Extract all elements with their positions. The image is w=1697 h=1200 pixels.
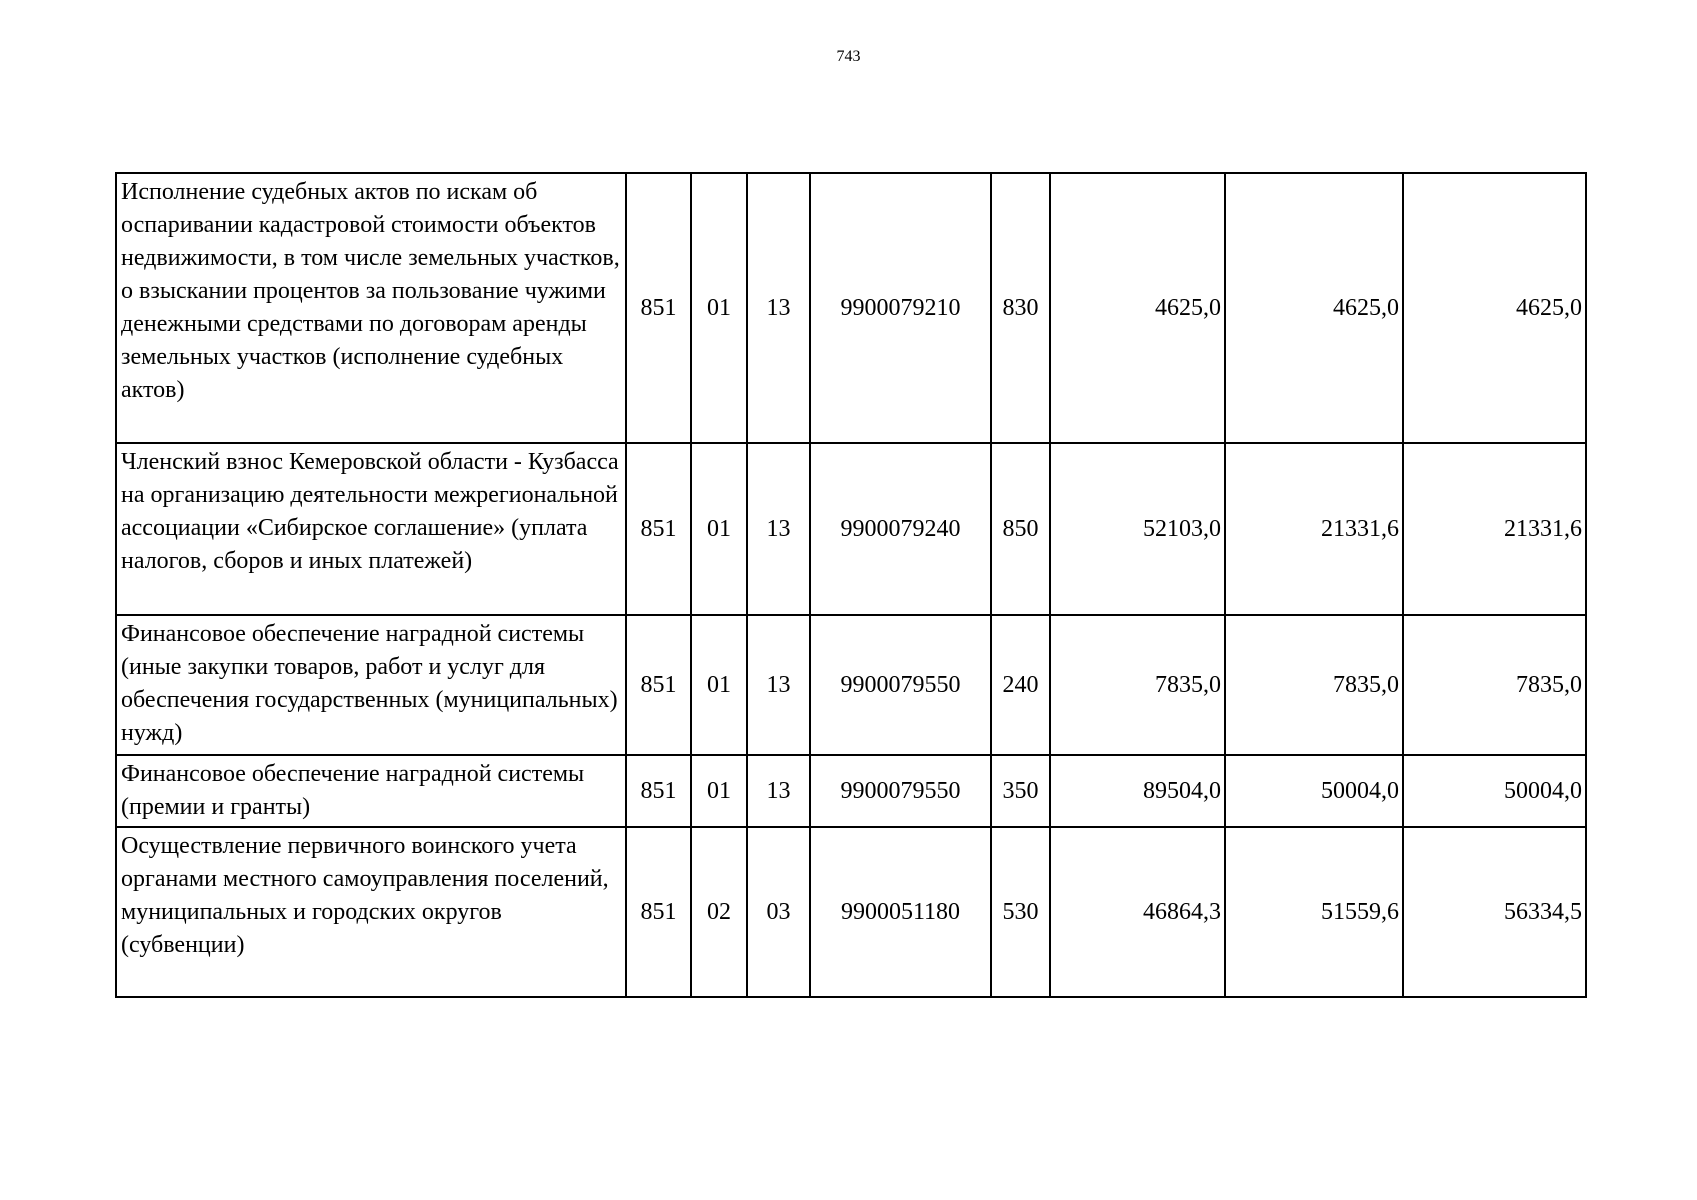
- expense-description: Осуществление первичного воинского учета органами местного самоуправления поселений, муниципальных и городских округов (субвенции): [116, 827, 626, 997]
- table-row: [116, 443, 1586, 615]
- ministry-code: 851: [626, 615, 691, 755]
- amount-year-1: 89504,0: [1050, 755, 1225, 827]
- section-code: 01: [691, 755, 747, 827]
- subsection-code: 13: [747, 755, 810, 827]
- ministry-code: 851: [626, 173, 691, 443]
- expense-type-code: 350: [991, 755, 1050, 827]
- expense-type-code: 830: [991, 173, 1050, 443]
- section-code: 01: [691, 443, 747, 615]
- amount-year-2: 21331,6: [1225, 443, 1403, 615]
- expense-description: Финансовое обеспечение наградной системы (премии и гранты): [116, 755, 626, 827]
- subsection-code: 13: [747, 615, 810, 755]
- expense-description: Исполнение судебных актов по искам об оспаривании кадастровой стоимости объектов недвижимости, в том числе земельных участков, о взыскании процентов за пользование чужими денежными средствами по договорам аренды земельных участков (исполнение судебных актов): [116, 173, 626, 443]
- amount-year-2: 50004,0: [1225, 755, 1403, 827]
- expense-type-code: 530: [991, 827, 1050, 997]
- amount-year-3: 4625,0: [1403, 173, 1586, 443]
- ministry-code: 851: [626, 443, 691, 615]
- amount-year-3: 56334,5: [1403, 827, 1586, 997]
- table-row: [116, 615, 1586, 755]
- amount-year-2: 7835,0: [1225, 615, 1403, 755]
- target-article-code: 9900079240: [810, 443, 991, 615]
- expense-description: Финансовое обеспечение наградной системы (иные закупки товаров, работ и услуг для обеспечения государственных (муниципальных) нужд): [116, 615, 626, 755]
- subsection-code: 13: [747, 173, 810, 443]
- table-row: [116, 755, 1586, 827]
- section-code: 02: [691, 827, 747, 997]
- target-article-code: 9900079210: [810, 173, 991, 443]
- amount-year-1: 46864,3: [1050, 827, 1225, 997]
- amount-year-1: 7835,0: [1050, 615, 1225, 755]
- ministry-code: 851: [626, 827, 691, 997]
- amount-year-2: 4625,0: [1225, 173, 1403, 443]
- budget-table: [115, 172, 1587, 998]
- target-article-code: 9900079550: [810, 755, 991, 827]
- amount-year-3: 7835,0: [1403, 615, 1586, 755]
- target-article-code: 9900079550: [810, 615, 991, 755]
- expense-type-code: 850: [991, 443, 1050, 615]
- expense-description: Членский взнос Кемеровской области - Кузбасса на организацию деятельности межрегиональной ассоциации «Сибирское соглашение» (уплата налогов, сборов и иных платежей): [116, 443, 626, 615]
- amount-year-1: 4625,0: [1050, 173, 1225, 443]
- subsection-code: 13: [747, 443, 810, 615]
- table-row: [116, 173, 1586, 443]
- amount-year-2: 51559,6: [1225, 827, 1403, 997]
- section-code: 01: [691, 173, 747, 443]
- amount-year-3: 50004,0: [1403, 755, 1586, 827]
- subsection-code: 03: [747, 827, 810, 997]
- table-row: [116, 827, 1586, 997]
- ministry-code: 851: [626, 755, 691, 827]
- section-code: 01: [691, 615, 747, 755]
- target-article-code: 9900051180: [810, 827, 991, 997]
- page-number: 743: [836, 48, 861, 65]
- amount-year-3: 21331,6: [1403, 443, 1586, 615]
- expense-type-code: 240: [991, 615, 1050, 755]
- amount-year-1: 52103,0: [1050, 443, 1225, 615]
